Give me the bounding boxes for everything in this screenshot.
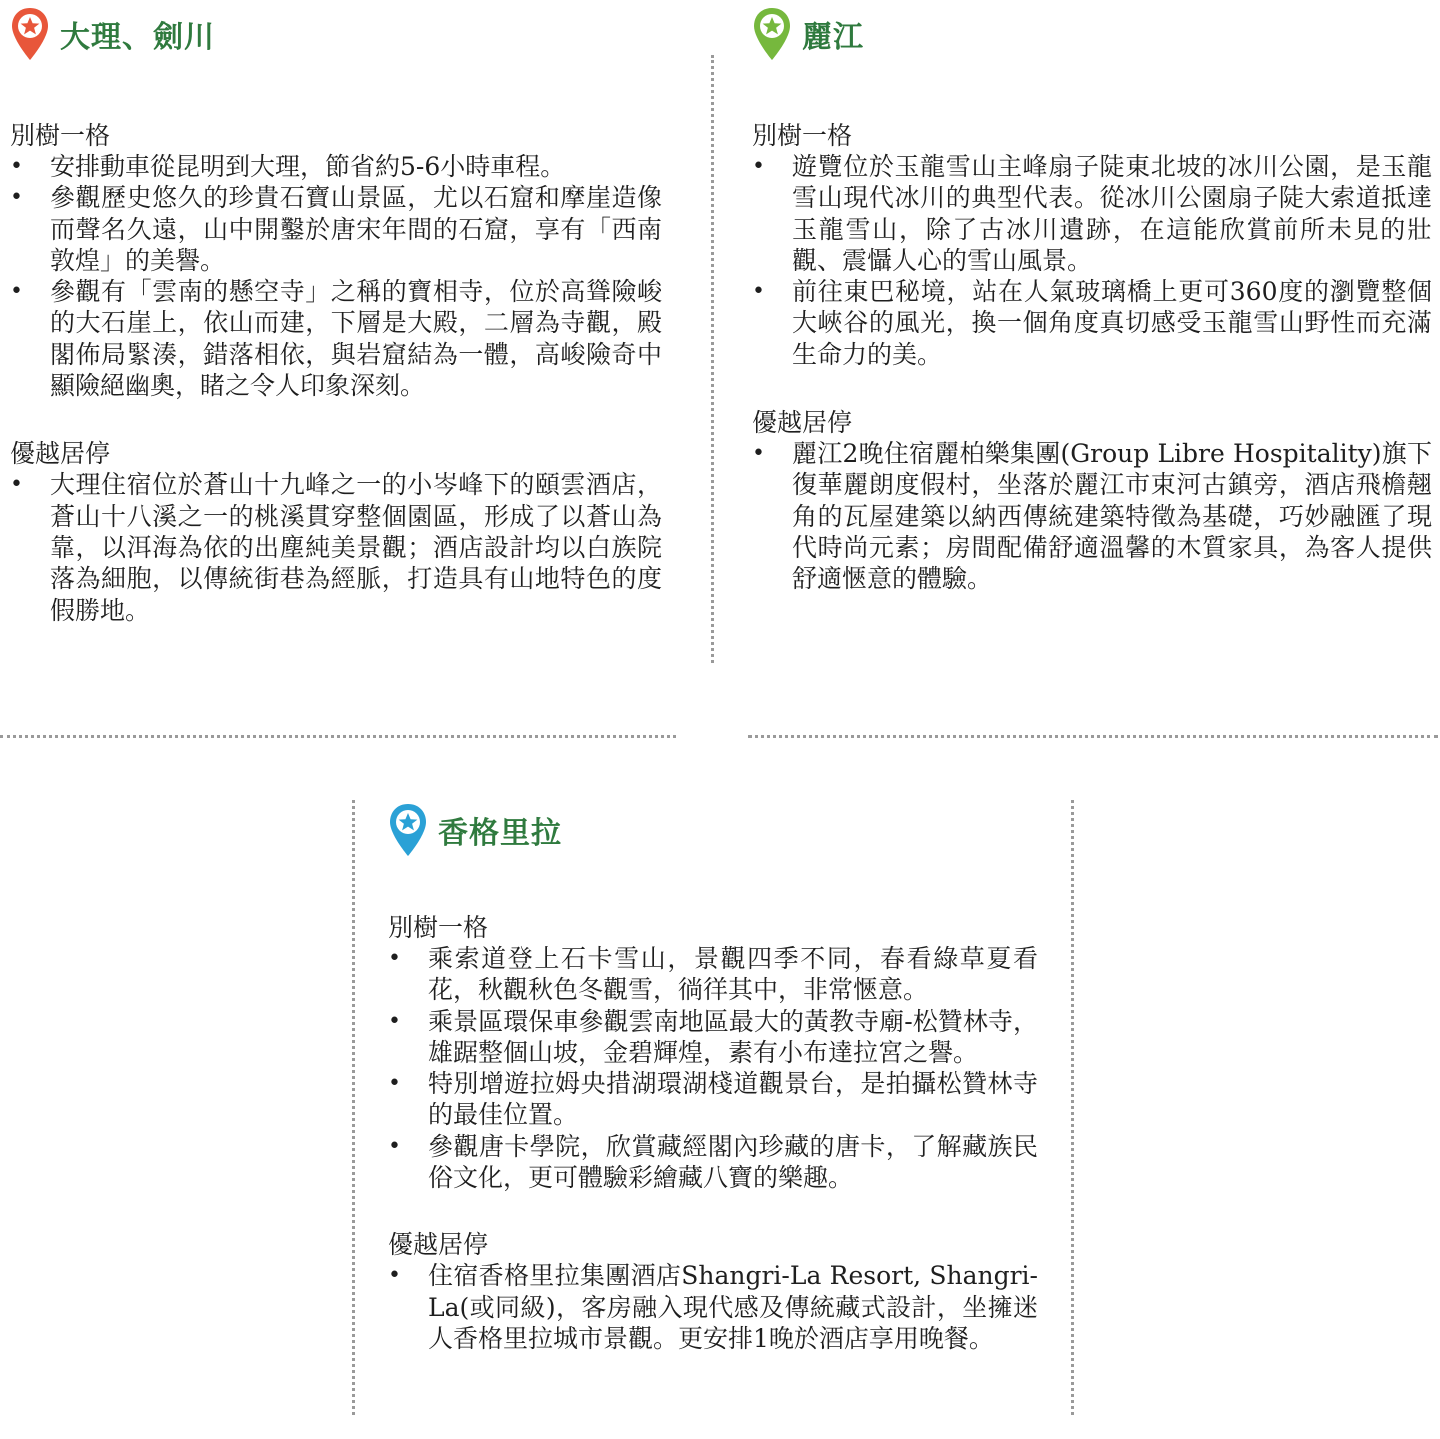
list-item: • 遊覽位於玉龍雪山主峰扇子陡東北坡的冰川公園，是玉龍雪山現代冰川的典型代表。從冰川公園扇子陡大索道抵達玉龍雪山，除了古冰川遺跡，在這能欣賞前所未見的壯觀、震懾人心的雪山風景。 [752,151,1432,276]
list-item: • 前往東巴秘境，站在人氣玻璃橋上更可360度的瀏覽整個大峽谷的風光，換一個角度真切感受玉龍雪山野性而充滿生命力的美。 [752,276,1432,370]
stay-heading: 優越居停 [10,439,111,469]
vertical-divider-left [352,800,355,1415]
vertical-divider-right [1071,800,1074,1415]
section-header [752,4,1432,64]
stay-list [388,1260,1038,1354]
horizontal-divider-left [0,735,676,738]
highlights-list [10,151,662,401]
section-header [388,800,1038,860]
section-title: 大理、劍川 [60,20,215,55]
list-item: • 參觀歷史悠久的珍貴石寶山景區，尤以石窟和摩崖造像而聲名久遠，山中開鑿於唐宋年間的石窟，享有「西南敦煌」的美譽。 [10,182,662,276]
vertical-divider [711,55,714,663]
highlights-list [388,943,1038,1193]
section-shangri-la [388,800,1038,1354]
list-item: • 安排動車從昆明到大理，節省約5-6小時車程。 [10,151,662,182]
list-item: • 乘索道登上石卡雪山，景觀四季不同，春看綠草夏看花，秋觀秋色冬觀雪，徜徉其中，非常愜意。 [388,943,1038,1006]
section-header [10,4,662,64]
section-title: 香格里拉 [438,816,562,851]
section-dali-jianchuan [10,4,662,626]
list-item: • 特別增遊拉姆央措湖環湖棧道觀景台，是拍攝松贊林寺的最佳位置。 [388,1068,1038,1131]
map-pin-star-icon [752,6,792,62]
map-pin-star-icon [10,6,50,62]
stay-list [752,438,1432,594]
list-item: • 參觀唐卡學院，欣賞藏經閣內珍藏的唐卡，了解藏族民俗文化，更可體驗彩繪藏八寶的樂趣。 [388,1131,1038,1194]
section-title: 麗江 [802,20,864,55]
section-lijiang [752,4,1432,595]
stay-list [10,469,662,625]
stay-heading: 優越居停 [388,1230,489,1260]
highlights-heading: 別樹一格 [752,121,853,150]
map-pin-star-icon [388,802,428,858]
stay-heading: 優越居停 [752,408,853,438]
list-item: • 住宿香格里拉集團酒店Shangri-La Resort, Shangri-La(或同級)，客房融入現代感及傳統藏式設計，坐擁迷人香格里拉城市景觀。更安排1晚於酒店享用晚餐。 [388,1260,1038,1354]
list-item: • 麗江2晚住宿麗柏樂集團(Group Libre Hospitality)旗下復華麗朗度假村，坐落於麗江市束河古鎮旁，酒店飛檐翹角的瓦屋建築以納西傳統建築特徵為基礎，巧妙融匯了現代時尚元素；房間配備舒適溫馨的木質家具，為客人提供舒適愜意的體驗。 [752,438,1432,594]
list-item: • 參觀有「雲南的懸空寺」之稱的寶相寺，位於高聳險峻的大石崖上，依山而建，下層是大殿，二層為寺觀，殿閣佈局緊湊，錯落相依，與岩窟結為一體，高峻險奇中顯險絕幽奧，睹之令人印象深刻。 [10,276,662,401]
list-item: • 大理住宿位於蒼山十九峰之一的小岑峰下的頤雲酒店，蒼山十八溪之一的桃溪貫穿整個園區，形成了以蒼山為靠，以洱海為依的出塵純美景觀；酒店設計均以白族院落為細胞，以傳統街巷為經脈，打造具有山地特色的度假勝地。 [10,469,662,625]
highlights-heading: 別樹一格 [10,121,111,150]
highlights-list [752,151,1432,370]
horizontal-divider-right [748,735,1438,738]
highlights-heading: 別樹一格 [388,913,489,942]
list-item: • 乘景區環保車參觀雲南地區最大的黃教寺廟-松贊林寺，雄踞整個山坡，金碧輝煌，素有小布達拉宮之譽。 [388,1006,1038,1069]
